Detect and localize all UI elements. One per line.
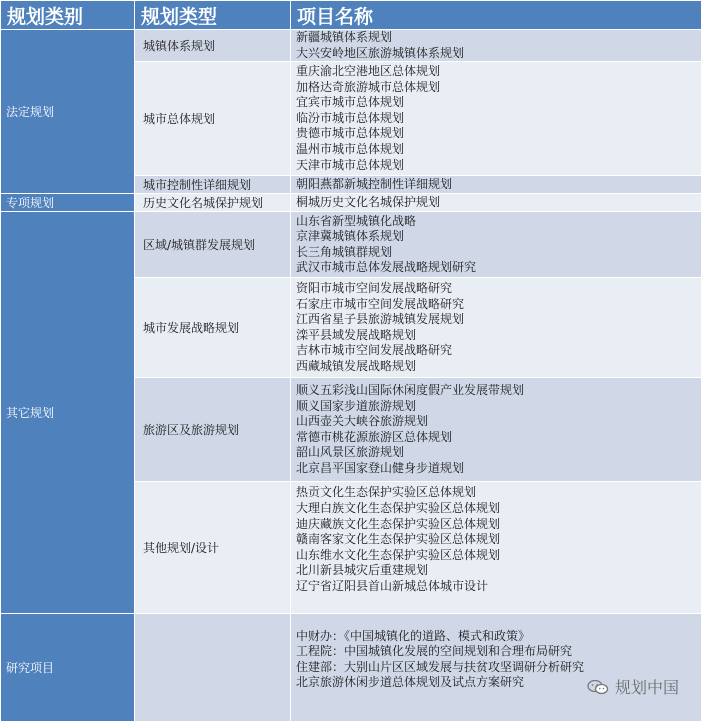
project-item: 山东维水文化生态保护实验区总体规划 xyxy=(296,548,701,564)
category-other: 其它规划 xyxy=(1,212,135,614)
project-item: 韶山风景区旅游规划 xyxy=(296,445,701,461)
project-item: 迪庆藏族文化生态保护实验区总体规划 xyxy=(296,517,701,533)
project-item: 贵德市城市总体规划 xyxy=(296,126,701,142)
type-cell: 旅游区及旅游规划 xyxy=(135,378,291,482)
watermark xyxy=(587,675,679,698)
type-cell: 城市发展战略规划 xyxy=(135,278,291,378)
project-item: 吉林市城市空间发展战略研究 xyxy=(296,343,701,359)
project-item: 住建部：大别山片区区域发展与扶贫攻坚调研分析研究 xyxy=(296,660,701,676)
items-cell xyxy=(291,62,701,176)
project-item: 温州市城市总体规划 xyxy=(296,142,701,158)
project-item: 大理白族文化生态保护实验区总体规划 xyxy=(296,501,701,517)
project-item: 西藏城镇发展战略规划 xyxy=(296,359,701,375)
header-row xyxy=(1,1,701,30)
project-item: 工程院：中国城镇化发展的空间规划和合理布局研究 xyxy=(296,644,701,660)
project-item: 宜宾市城市总体规划 xyxy=(296,95,701,111)
project-item: 石家庄市城市空间发展战略研究 xyxy=(296,297,701,313)
items-cell xyxy=(291,278,701,378)
wechat-icon xyxy=(587,679,609,695)
project-item: 加格达奇旅游城市总体规划 xyxy=(296,80,701,96)
table-row xyxy=(1,212,701,278)
items-cell xyxy=(291,194,701,212)
project-item: 顺义五彩浅山国际休闲度假产业发展带规划 xyxy=(296,383,701,399)
project-item: 辽宁省辽阳县首山新城总体城市设计 xyxy=(296,579,701,595)
category-statutory: 法定规划 xyxy=(1,30,135,194)
project-item: 赣南客家文化生态保护实验区总体规划 xyxy=(296,532,701,548)
project-item: 资阳市城市空间发展战略研究 xyxy=(296,281,701,297)
project-item: 新疆城镇体系规划 xyxy=(296,30,701,46)
project-item: 热贡文化生态保护实验区总体规划 xyxy=(296,485,701,501)
project-item: 北川新县城灾后重建规划 xyxy=(296,563,701,579)
watermark-text: 规划中国 xyxy=(615,675,679,698)
items-cell xyxy=(291,212,701,278)
project-item: 山东省新型城镇化战略 xyxy=(296,214,701,230)
project-item: 顺义国家步道旅游规划 xyxy=(296,399,701,415)
items-cell xyxy=(291,176,701,194)
type-cell xyxy=(135,614,291,722)
items-cell xyxy=(291,482,701,614)
project-item: 京津冀城镇体系规划 xyxy=(296,229,701,245)
project-item: 长三角城镇群规划 xyxy=(296,245,701,261)
project-item: 临汾市城市总体规划 xyxy=(296,111,701,127)
project-item: 大兴安岭地区旅游城镇体系规划 xyxy=(296,46,701,62)
header-type: 规划类型 xyxy=(135,1,291,30)
type-cell: 城镇体系规划 xyxy=(135,30,291,62)
project-item: 武汉市城市总体发展战略规划研究 xyxy=(296,260,701,276)
project-item: 中财办：《中国城镇化的道路、模式和政策》 xyxy=(296,629,701,645)
table-row xyxy=(1,194,701,212)
project-item: 重庆渝北空港地区总体规划 xyxy=(296,64,701,80)
project-item: 滦平县域发展战略规划 xyxy=(296,328,701,344)
items-cell xyxy=(291,378,701,482)
table-row xyxy=(1,614,701,722)
type-cell: 历史文化名城保护规划 xyxy=(135,194,291,212)
category-research: 研究项目 xyxy=(1,614,135,722)
project-item xyxy=(296,594,701,610)
header-project-name: 项目名称 xyxy=(291,1,701,30)
project-item: 常德市桃花源旅游区总体规划 xyxy=(296,430,701,446)
type-cell: 区域/城镇群发展规划 xyxy=(135,212,291,278)
project-item: 北京昌平国家登山健身步道规划 xyxy=(296,461,701,477)
items-cell xyxy=(291,614,701,722)
project-item: 朝阳燕都新城控制性详细规划 xyxy=(296,177,701,193)
header-category: 规划类别 xyxy=(1,1,135,30)
project-item: 北京旅游休闲步道总体规划及试点方案研究 xyxy=(296,675,701,691)
type-cell: 城市总体规划 xyxy=(135,62,291,176)
items-cell xyxy=(291,30,701,62)
type-cell: 其他规划/设计 xyxy=(135,482,291,614)
project-item: 江西省星子县旅游城镇发展规划 xyxy=(296,312,701,328)
project-item: 天津市城市总体规划 xyxy=(296,158,701,174)
table-row xyxy=(1,30,701,62)
type-cell: 城市控制性详细规划 xyxy=(135,176,291,194)
project-item: 山西壶关大峡谷旅游规划 xyxy=(296,414,701,430)
category-special: 专项规划 xyxy=(1,194,135,212)
project-item: 桐城历史文化名城保护规划 xyxy=(296,195,701,211)
